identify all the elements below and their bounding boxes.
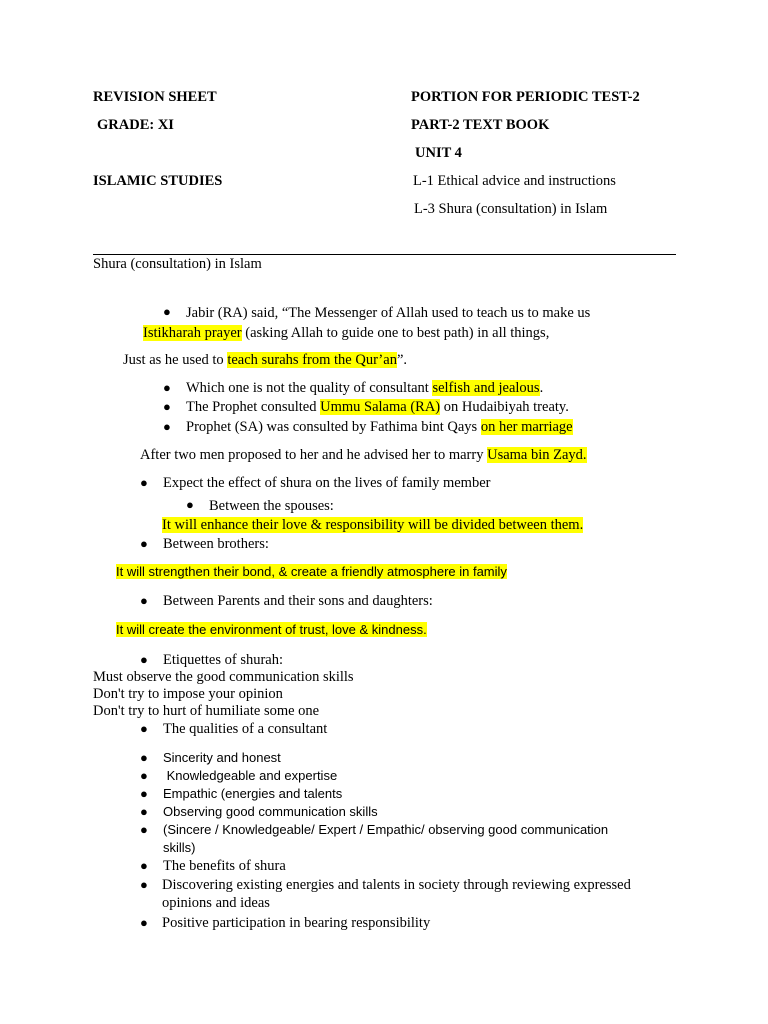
section-title: Shura (consultation) in Islam [93,256,262,272]
benefit-item: Discovering existing energies and talents in society through reviewing expressed [162,877,631,893]
jabir-line-2 [143,324,549,342]
marriage-text: After two men proposed to her and he advised her to marry [140,447,488,463]
header-unit: UNIT 4 [415,145,462,161]
fact-text: Prophet (SA) was consulted by Fathima bint Qays [186,419,481,435]
surahs-highlight: teach surahs from the Qur’an [227,352,397,368]
fact-highlight: selfish and jealous [432,380,540,396]
bullet-icon: ● [140,822,148,837]
bullet-icon: ● [140,750,148,765]
quality-item-continued: skills) [163,840,196,855]
spouses-answer [162,516,583,534]
header-lesson-3: L-3 Shura (consultation) in Islam [414,201,608,217]
fact-consultant [186,379,543,397]
marriage-line [140,446,587,464]
jabir-line-1: Jabir (RA) said, “The Messenger of Allah used to teach us to make us [186,305,591,321]
benefits-title: The benefits of shura [163,858,286,874]
benefit-item: Positive participation in bearing responsibility [162,915,431,931]
bullet-icon: ● [140,475,148,490]
jabir-line-3-post: ”. [396,352,408,368]
bullet-icon: ● [140,915,148,930]
qualities-title: The qualities of a consultant [163,721,328,737]
bullet-icon: ● [163,380,171,395]
quality-item: Knowledgeable and expertise [163,768,338,783]
family-intro: Expect the effect of shura on the lives of family member [163,475,491,491]
bullet-icon: ● [140,877,148,892]
fact-text: on Hudaibiyah treaty. [440,399,569,415]
usama-highlight: Usama bin Zayd. [487,447,587,463]
quality-item: (Sincere / Knowledgeable/ Expert / Empathic/ observing good communication [163,822,609,837]
quality-item: Sincerity and honest [163,750,281,765]
fact-ummu-salama [186,398,569,416]
parents-highlight: It will create the environment of trust, love & kindness. [116,622,427,637]
bullet-icon: ● [140,858,148,873]
etiquette-line: Don't try to impose your opinion [93,686,283,702]
header-revision-sheet: REVISION SHEET [93,89,217,105]
parents-heading: Between Parents and their sons and daughters: [163,593,433,609]
fact-highlight: on her marriage [480,419,573,435]
spouses-heading: Between the spouses: [209,498,334,514]
etiquette-line: Don't try to hurt of humiliate some one [93,703,320,719]
istikharah-highlight: Istikharah prayer [143,325,242,341]
quality-item: Observing good communication skills [163,804,378,819]
bullet-icon: ● [163,419,171,434]
brothers-heading: Between brothers: [163,536,269,552]
bullet-icon: ● [140,786,148,801]
etiquettes-title: Etiquettes of shurah: [163,652,284,668]
etiquette-line: Must observe the good communication skills [93,669,354,685]
quality-item: Empathic (energies and talents [163,786,343,801]
brothers-highlight: It will strengthen their bond, & create a friendly atmosphere in family [116,564,507,579]
header-subject: ISLAMIC STUDIES [93,173,223,189]
bullet-icon: ● [140,721,148,736]
bullet-icon: ● [186,497,194,512]
header-lesson-1: L-1 Ethical advice and instructions [413,173,616,189]
fact-fathima [186,418,573,436]
fact-text: The Prophet consulted [186,399,321,415]
parents-answer [116,621,427,639]
bullet-icon: ● [140,536,148,551]
bullet-icon: ● [163,304,171,319]
jabir-line-3-pre: Just as he used to [123,352,228,368]
jabir-line-3 [123,351,407,369]
bullet-icon: ● [140,593,148,608]
jabir-line-2-rest: (asking Allah to guide one to best path) in all things, [241,325,550,341]
header-grade: GRADE: XI [97,117,174,133]
fact-text: Which one is not the quality of consultant [186,380,433,396]
bullet-icon: ● [140,652,148,667]
bullet-icon: ● [163,399,171,414]
header-textbook: PART-2 TEXT BOOK [411,117,550,133]
brothers-answer [116,563,507,581]
bullet-icon: ● [140,804,148,819]
header-portion: PORTION FOR PERIODIC TEST-2 [411,89,640,105]
fact-text: . [539,380,544,396]
benefit-item-continued: opinions and ideas [162,895,270,911]
spouses-highlight: It will enhance their love & responsibility will be divided between them. [162,517,584,533]
fact-highlight: Ummu Salama (RA) [320,399,441,415]
bullet-icon: ● [140,768,148,783]
